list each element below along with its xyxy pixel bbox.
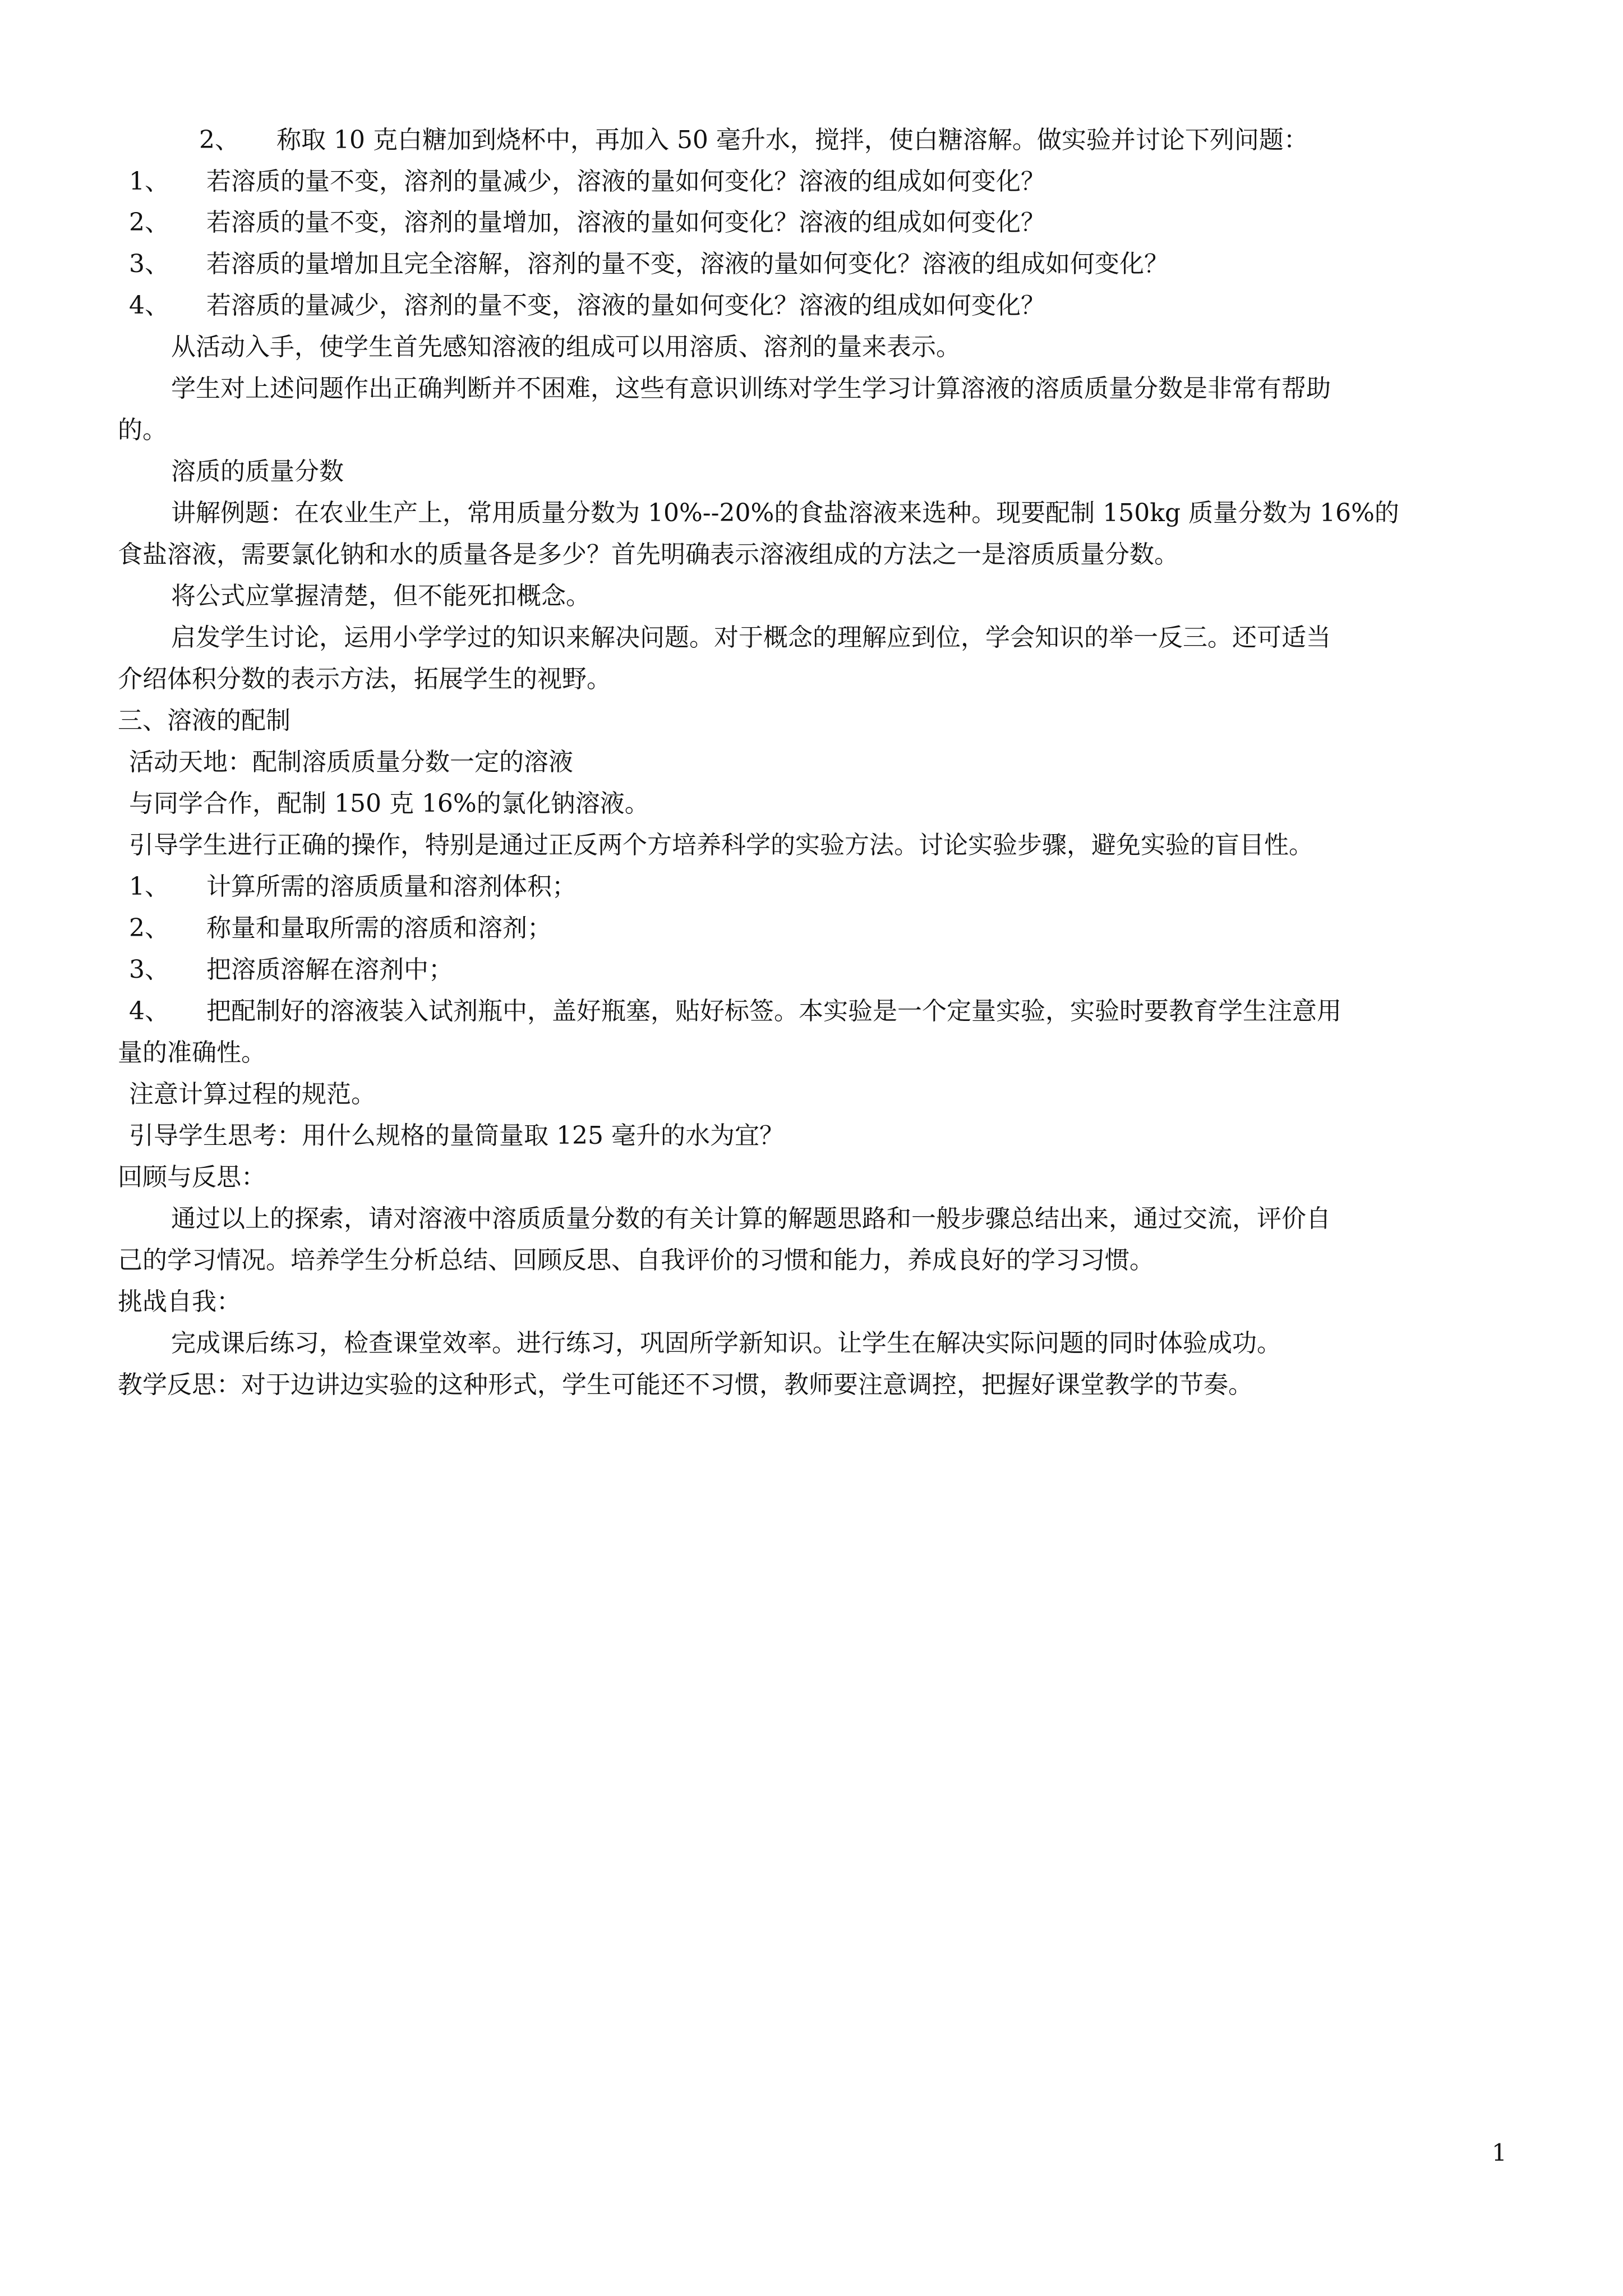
text-line: 2、 称取 10 克白糖加到烧杯中，再加入 50 毫升水，搅拌，使白糖溶解。做实验并讨论下列问题： (199, 126, 1308, 154)
text-line: 4、 若溶质的量减少，溶剂的量不变，溶液的量如何变化？溶液的组成如何变化？ (129, 291, 1045, 320)
section-heading: 回顾与反思： (118, 1163, 266, 1191)
text-line: 将公式应掌握清楚，但不能死扣概念。 (171, 582, 591, 610)
text-line: 注意计算过程的规范。 (129, 1080, 376, 1108)
text-line: 与同学合作，配制 150 克 16%的氯化钠溶液。 (129, 789, 649, 818)
text-line: 量的准确性。 (118, 1038, 266, 1067)
text-line: 讲解例题：在农业生产上，常用质量分数为 10%--20%的食盐溶液来选种。现要配制 150kg 质量分数为 16%的 (171, 499, 1399, 527)
text-line: 3、 若溶质的量增加且完全溶解，溶剂的量不变，溶液的量如何变化？溶液的组成如何变化？ (129, 250, 1169, 278)
text-line: 1、 若溶质的量不变，溶剂的量减少，溶液的量如何变化？溶液的组成如何变化？ (129, 167, 1045, 196)
text-line: 2、 称量和量取所需的溶质和溶剂； (129, 914, 552, 942)
text-line: 2、 若溶质的量不变，溶剂的量增加，溶液的量如何变化？溶液的组成如何变化？ (129, 208, 1045, 237)
text-line: 学生对上述问题作出正确判断并不困难，这些有意识训练对学生学习计算溶液的溶质质量分数是非常有帮助 (171, 374, 1331, 403)
text-line: 引导学生思考：用什么规格的量筒量取 125 毫升的水为宜？ (129, 1121, 784, 1150)
text-line: 教学反思：对于边讲边实验的这种形式，学生可能还不习惯，教师要注意调控，把握好课堂教学的节奏。 (118, 1370, 1253, 1399)
text-line: 从活动入手，使学生首先感知溶液的组成可以用溶质、溶剂的量来表示。 (171, 333, 961, 361)
text-line: 通过以上的探索，请对溶液中溶质质量分数的有关计算的解题思路和一般步骤总结出来，通过交流，评价自 (171, 1204, 1331, 1233)
text-line: 己的学习情况。培养学生分析总结、回顾反思、自我评价的习惯和能力，养成良好的学习习惯。 (118, 1246, 1154, 1274)
section-heading: 溶质的质量分数 (171, 457, 344, 486)
text-line: 3、 把溶质溶解在溶剂中； (129, 955, 453, 984)
text-line: 4、 把配制好的溶液装入试剂瓶中，盖好瓶塞，贴好标签。本实验是一个定量实验，实验时要教育学生注意用 (129, 997, 1341, 1025)
text-line: 食盐溶液，需要氯化钠和水的质量各是多少？首先明确表示溶液组成的方法之一是溶质质量分数。 (118, 540, 1179, 569)
section-heading: 挑战自我： (118, 1287, 241, 1316)
text-line: 完成课后练习，检查课堂效率。进行练习，巩固所学新知识。让学生在解决实际问题的同时体验成功。 (171, 1329, 1281, 1358)
text-line: 1、 计算所需的溶质质量和溶剂体积； (129, 872, 577, 901)
text-line: 引导学生进行正确的操作，特别是通过正反两个方培养科学的实验方法。讨论实验步骤，避免实验的盲目性。 (129, 831, 1313, 859)
text-line: 活动天地：配制溶质质量分数一定的溶液 (129, 748, 573, 776)
section-heading: 三、溶液的配制 (118, 706, 291, 735)
page-number: 1 (1492, 2139, 1507, 2166)
text-line: 介绍体积分数的表示方法，拓展学生的视野。 (118, 665, 611, 693)
text-line: 的。 (118, 416, 167, 444)
text-line: 启发学生讨论，运用小学学过的知识来解决问题。对于概念的理解应到位，学会知识的举一反三。还可适当 (171, 623, 1331, 652)
